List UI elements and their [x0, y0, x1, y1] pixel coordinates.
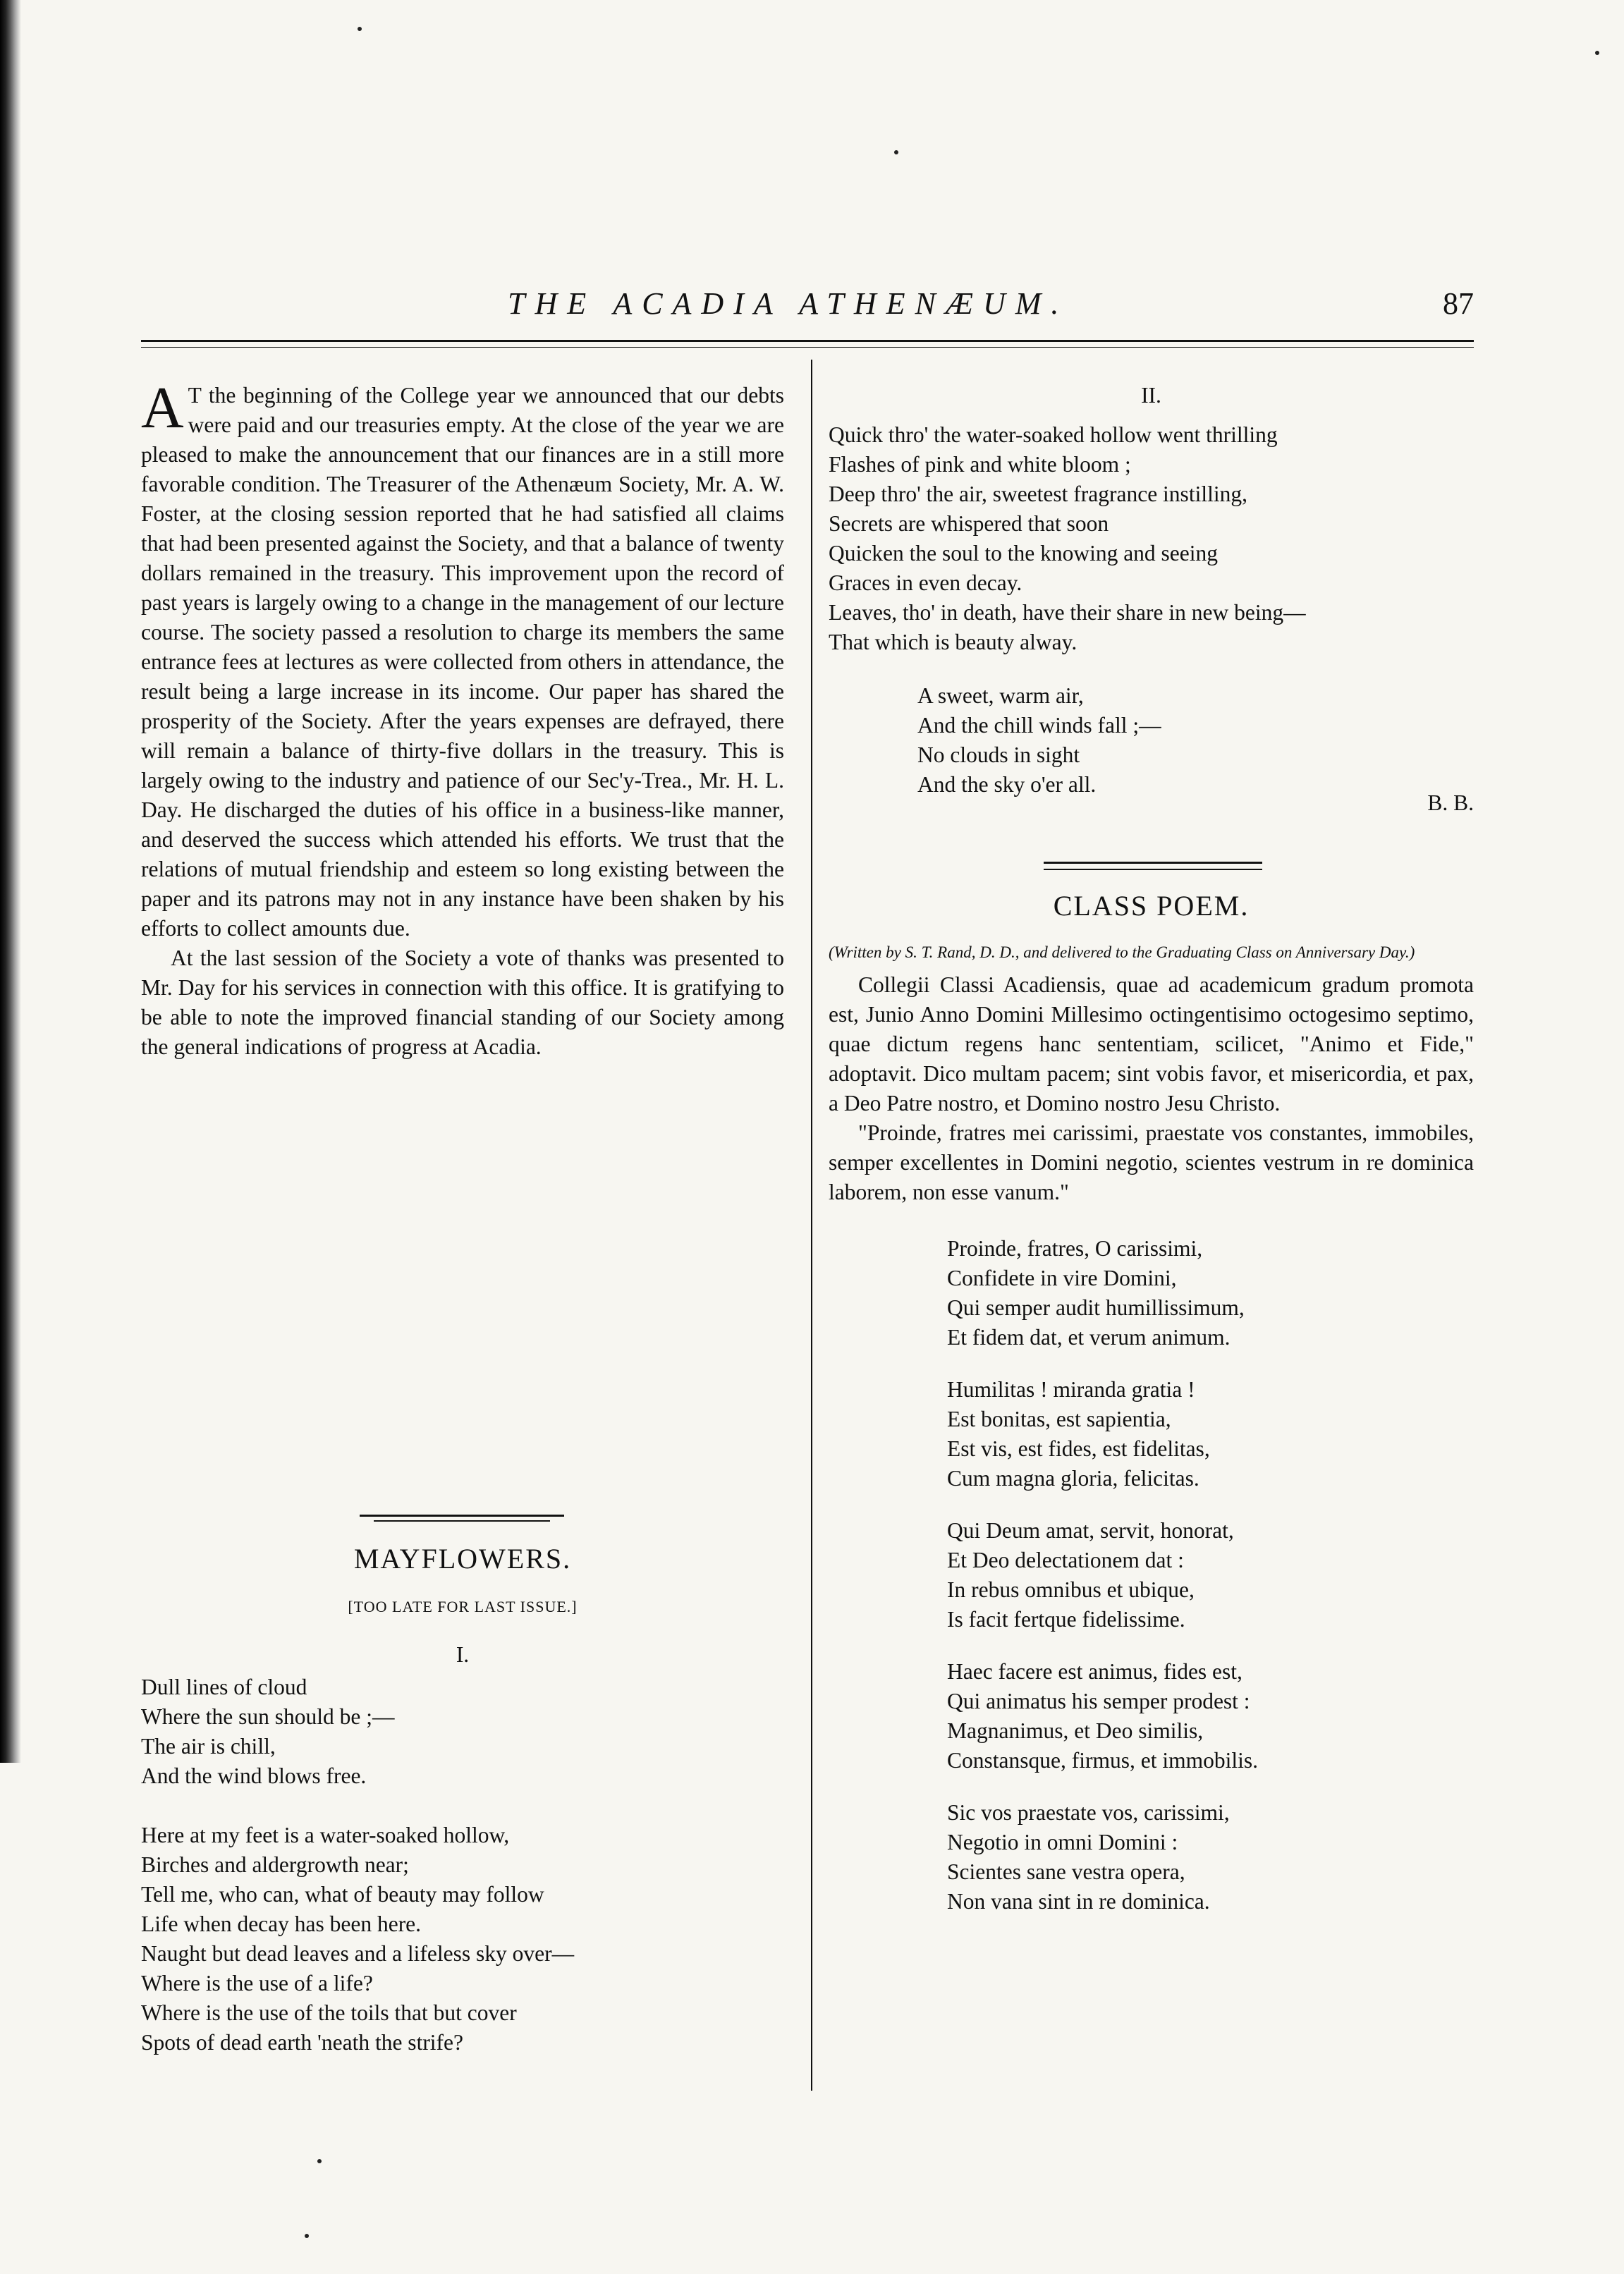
- mayflowers-poem: [141, 1544, 784, 2058]
- ink-speck: [305, 2234, 309, 2238]
- stanza-1: Dull lines of cloud Where the sun should be ;— The air is chill, And the wind blows free.: [141, 1675, 395, 1788]
- section-rule: [1044, 862, 1262, 864]
- right-column: [829, 381, 1474, 818]
- stanza-4: A sweet, warm air, And the chill winds fall ;— No clouds in sight And the sky o'er all.: [917, 683, 1161, 797]
- poem-part-2: II.: [1141, 383, 1161, 408]
- page-number: 87: [1443, 286, 1474, 321]
- latin-verse-4: Haec facere est animus, fides est, Qui animatus his semper prodest : Magnanimus, et Deo similis, Constansque, firmus, et immobilis.: [947, 1659, 1258, 1773]
- header-rule-thin: [141, 347, 1474, 348]
- mayflowers-note: [TOO LATE FOR LAST ISSUE.]: [348, 1598, 578, 1615]
- column-divider: [811, 360, 812, 2091]
- latin-verse-3: Qui Deum amat, servit, honorat, Et Deo delectationem dat : In rebus omnibus et ubique, Is facit fertque fidelissime.: [947, 1518, 1234, 1632]
- section-ornament: [360, 1515, 564, 1517]
- class-poem: [829, 891, 1474, 1917]
- drop-cap: A: [141, 375, 184, 441]
- class-poem-prose-2: "Proinde, fratres mei carissimi, praestate vos constantes, immobiles, semper excellentes in Domini negotio, scientes vestrum in re dominica laborem, non esse vanum.": [829, 1120, 1474, 1204]
- stanza-2: Here at my feet is a water-soaked hollow, Birches and aldergrowth near; Tell me, who can, what of beauty may follow Life when decay has been here. Naught but dead leaves and a lifeless sky over— Where is the use of a life? Where is the use of the toils that but cover Spots of dead earth 'neath the strife?: [141, 1823, 575, 2055]
- ink-speck: [317, 2159, 322, 2163]
- page-binding-edge: [0, 0, 21, 1763]
- editorial-paragraph-1: A T the beginning of the College year we announced that our debts were paid and our treasuries empty. At the close of the year we are pleased to make the announcement that our finances are in a still more favorable condition. The Treasurer of the Athenæum Society, Mr. A. W. Foster, at the closing session reported that he had satisfied all claims that had been presented against the Society, and that a balance of twenty dollars remained in the treasury. This improvement upon the record of past years is largely owing to a change in the management of our lecture course. The society passed a resolution to charge its members the same entrance fees at lectures as were collected from others in attendance, the result being a large increase in its income. Our paper has shared the prosperity of the Society. After the years expenses are defrayed, there will remain a balance of thirty-five dollars in the treasury. This is largely owing to the industry and patience of our Sec'y-Trea., Mr. H. L. Day. He discharged the duties of his office in a business-like manner, and deserved the success which attended his efforts. We trust that the relations of mutual friendship and esteem so long existing between the paper and its patrons may not in any instance have been shaken by his efforts to collect amounts due.: [141, 375, 784, 941]
- poem-signature: B. B.: [1427, 790, 1474, 815]
- stanza-3: Quick thro' the water-soaked hollow went thrilling Flashes of pink and white bloom ; Deep thro' the air, sweetest fragrance instilling, Secrets are whispered that soon Quicken the soul to the knowing and seeing Graces in even decay. Leaves, tho' in death, have their share in new being— That which is beauty alway.: [829, 422, 1306, 654]
- mayflowers-title: MAYFLOWERS.: [353, 1543, 572, 1575]
- ink-speck: [358, 27, 362, 31]
- latin-verse-2: Humilitas ! miranda gratia ! Est bonitas, est sapientia, Est vis, est fides, est fidelitas, Cum magna gloria, felicitas.: [947, 1377, 1210, 1491]
- latin-verse-1: Proinde, fratres, O carissimi, Confidete in vire Domini, Qui semper audit humillissimum, Et fidem dat, et verum animum.: [947, 1236, 1245, 1350]
- class-poem-prose-1: Collegii Classi Acadiensis, quae ad academicum gradum promota est, Junio Anno Domini Millesimo octingentisimo octogesimo septimo, quae dictum regens hanc sententiam, scilicet, "Animo et Fide," adoptavit. Dico multam pacem; sint vobis favor, et misericordia, et pax, a Deo Patre nostro, et Domino nostro Jesu Christo.: [829, 972, 1474, 1115]
- ink-speck: [894, 150, 898, 154]
- page-header: [141, 286, 1474, 335]
- ink-speck: [1595, 51, 1599, 55]
- class-poem-title: CLASS POEM.: [1053, 890, 1250, 922]
- left-column: [141, 375, 784, 1062]
- section-ornament: [374, 1520, 550, 1522]
- class-poem-byline: (Written by S. T. Rand, D. D., and delivered to the Graduating Class on Anniversary Day.): [829, 943, 1415, 961]
- latin-verse-5: Sic vos praestate vos, carissimi, Negotio in omni Domini : Scientes sane vestra opera, Non vana sint in re dominica.: [947, 1800, 1230, 1914]
- header-rule-thick: [141, 340, 1474, 342]
- poem-part-1: I.: [456, 1642, 470, 1667]
- editorial-paragraph-2: At the last session of the Society a vote of thanks was presented to Mr. Day for his services in connection with this office. It is gratifying to be able to note the improved financial standing of our Society among the general indications of progress at Acadia.: [141, 946, 784, 1059]
- section-rule: [1044, 869, 1262, 870]
- journal-title: THE ACADIA ATHENÆUM.: [508, 286, 1069, 321]
